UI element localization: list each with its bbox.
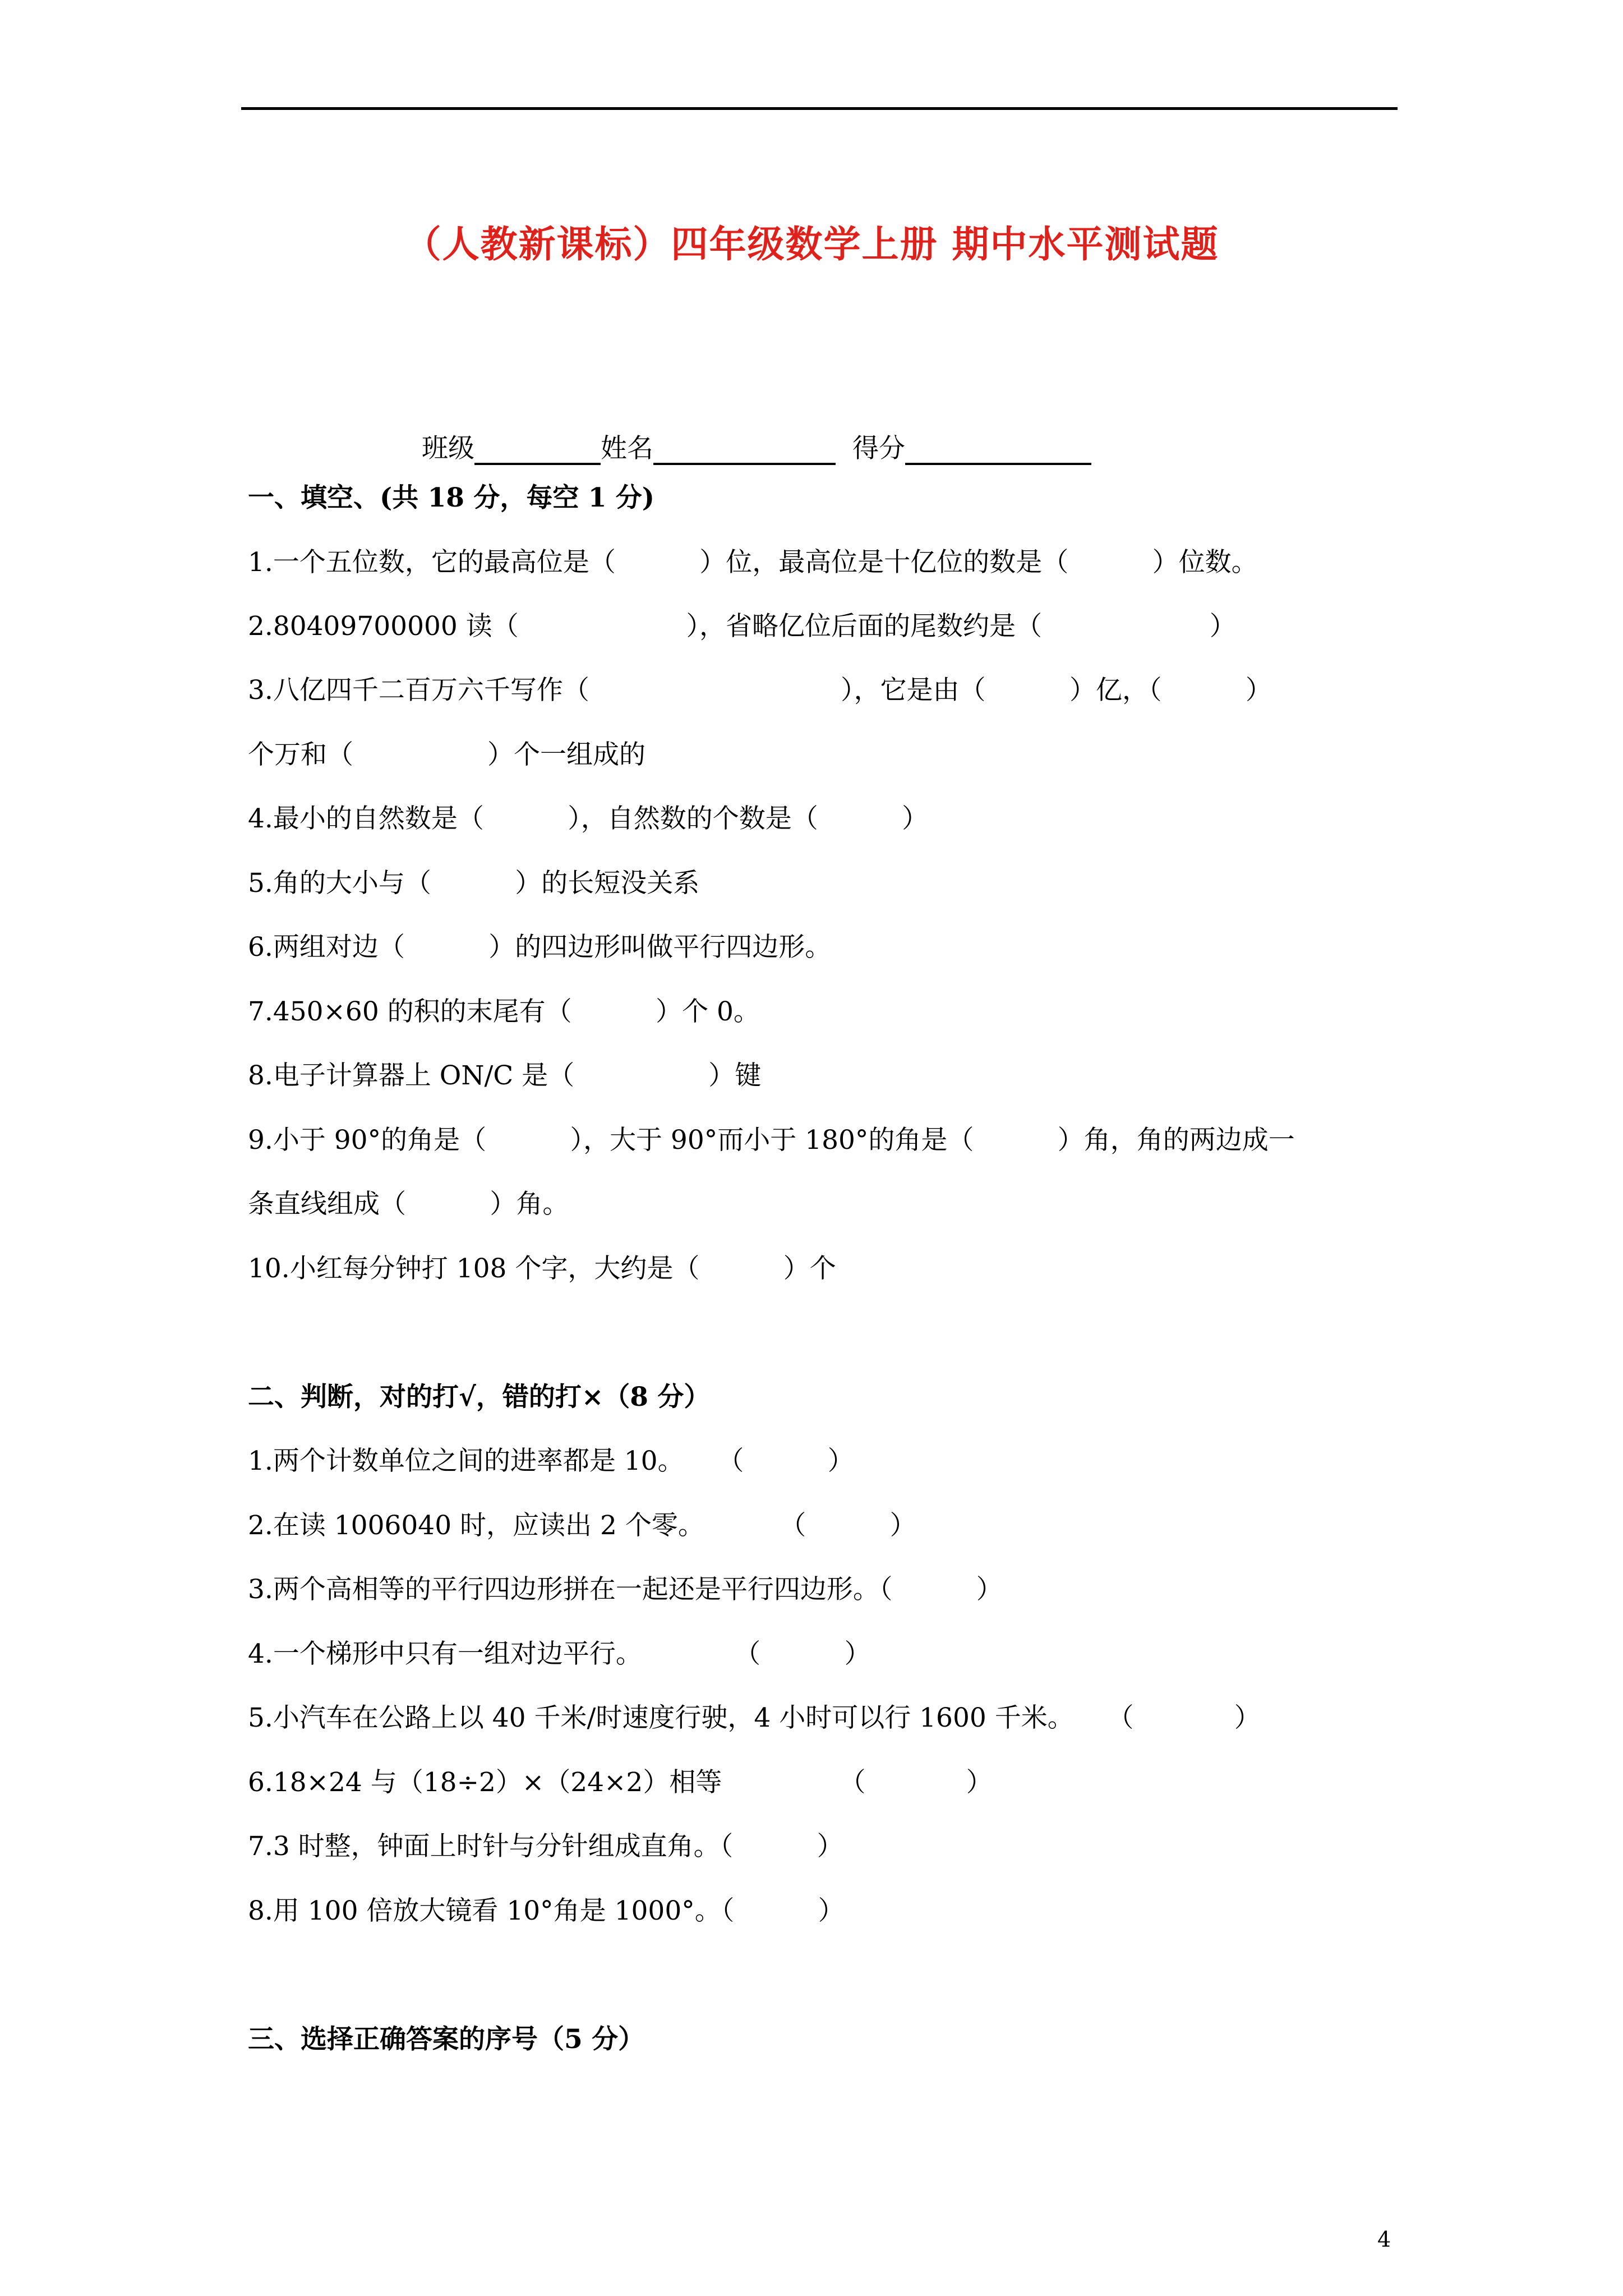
judgment-line: 5.小汽车在公路上以 40 千米/时速度行驶，4 小时可以行 1600 千米。 （ ） xyxy=(248,1703,1261,1733)
score-label: 得分 xyxy=(852,433,905,464)
section1-heading: 一、填空、(共 18 分，每空 1 分) xyxy=(248,482,655,513)
question-line: 4.最小的自然数是（ ），自然数的个数是（ ） xyxy=(248,803,929,834)
page-title: （人教新课标）四年级数学上册 期中水平测试题 xyxy=(404,222,1219,266)
judgment-line: 2.在读 1006040 时，应读出 2 个零。 （ ） xyxy=(248,1510,916,1541)
question-line: 个万和（ ）个一组成的 xyxy=(248,739,646,770)
question-line: 2.80409700000 读（ ），省略亿位后面的尾数约是（ ） xyxy=(248,611,1236,642)
question-line: 6.两组对边（ ）的四边形叫做平行四边形。 xyxy=(248,932,832,963)
question-line: 1.一个五位数，它的最高位是（ ）位，最高位是十亿位的数是（ ）位数。 xyxy=(248,547,1258,578)
page-number: 4 xyxy=(1377,2227,1391,2252)
class-blank[interactable] xyxy=(474,434,601,465)
judgment-line: 3.两个高相等的平行四边形拼在一起还是平行四边形。（ ） xyxy=(248,1574,1003,1605)
judgment-line: 1.两个计数单位之间的进率都是 10。 （ ） xyxy=(248,1446,854,1476)
header-rule xyxy=(241,107,1398,110)
name-label: 姓名 xyxy=(601,433,653,464)
name-blank[interactable] xyxy=(653,434,836,465)
score-blank[interactable] xyxy=(905,434,1091,465)
question-line: 10.小红每分钟打 108 个字，大约是（ ）个 xyxy=(248,1253,836,1284)
judgment-line: 6.18×24 与（18÷2）×（24×2）相等 （ ） xyxy=(248,1767,993,1798)
section3-heading: 三、选择正确答案的序号（5 分） xyxy=(248,2024,645,2055)
judgment-line: 4.一个梯形中只有一组对边平行。 （ ） xyxy=(248,1639,871,1669)
question-line: 5.角的大小与（ ）的长短没关系 xyxy=(248,868,700,899)
question-line: 7.450×60 的积的末尾有（ ）个 0。 xyxy=(248,996,760,1027)
question-line: 9.小于 90°的角是（ ），大于 90°而小于 180°的角是（ ）角，角的两边成一 xyxy=(248,1125,1295,1156)
student-info-line xyxy=(422,427,1091,465)
question-line: 8.电子计算器上 ON/C 是（ ）键 xyxy=(248,1060,762,1091)
question-line: 3.八亿四千二百万六千写作（ ），它是由（ ）亿，（ ） xyxy=(248,675,1272,706)
judgment-line: 8.用 100 倍放大镜看 10°角是 1000°。（ ） xyxy=(248,1895,845,1926)
class-label: 班级 xyxy=(422,433,474,464)
judgment-line: 7.3 时整，钟面上时针与分针组成直角。（ ） xyxy=(248,1831,843,1862)
question-line: 条直线组成（ ）角。 xyxy=(248,1189,569,1220)
section2-heading: 二、判断，对的打√，错的打×（8 分） xyxy=(248,1382,711,1412)
